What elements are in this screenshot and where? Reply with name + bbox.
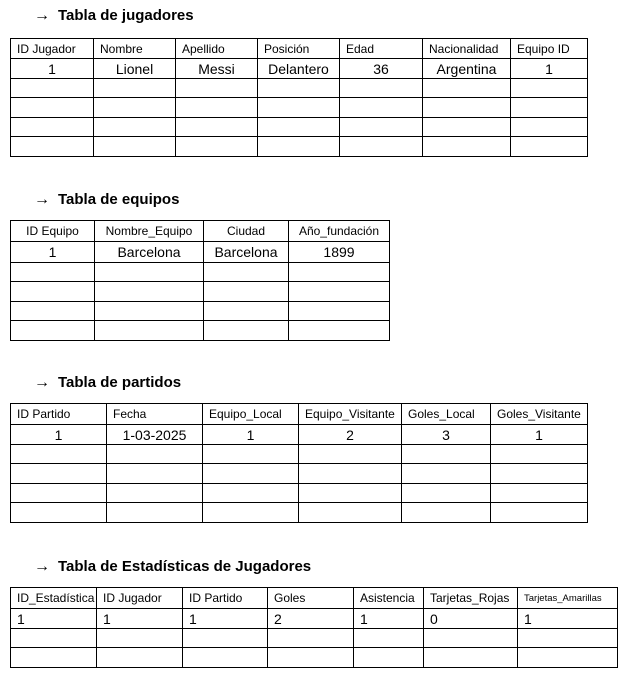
empty-row <box>11 503 588 523</box>
right-arrow-icon: → <box>34 7 50 24</box>
empty-row <box>11 648 618 668</box>
header-row <box>11 39 588 59</box>
table-cell: 1 <box>354 609 424 629</box>
right-arrow-icon: → <box>34 191 50 208</box>
table-row <box>11 609 618 629</box>
header-cell: Ciudad <box>204 221 289 242</box>
empty-row <box>11 263 390 282</box>
table-cell: 1 <box>97 609 183 629</box>
header-cell: Nacionalidad <box>423 39 511 59</box>
empty-row <box>11 302 390 321</box>
empty-row <box>11 445 588 464</box>
header-cell: Goles_Visitante <box>491 404 588 425</box>
header-cell: ID Partido <box>183 588 268 609</box>
header-row <box>11 221 390 242</box>
section-title-text: Tabla de jugadores <box>58 7 194 24</box>
right-arrow-icon: → <box>34 374 50 391</box>
header-cell: Tarjetas_Amarillas <box>518 588 618 609</box>
header-cell: Fecha <box>107 404 203 425</box>
header-cell: Nombre_Equipo <box>95 221 204 242</box>
empty-row <box>11 629 618 648</box>
table-row <box>11 425 588 445</box>
table-cell: 1 <box>183 609 268 629</box>
table-cell: 2 <box>268 609 354 629</box>
table-cell: 1 <box>491 425 588 445</box>
table-row <box>11 59 588 79</box>
table-cell: 1 <box>11 59 94 79</box>
header-row <box>11 588 618 609</box>
jugadores-table <box>10 38 588 157</box>
header-cell: ID Equipo <box>11 221 95 242</box>
table-cell: Delantero <box>258 59 340 79</box>
empty-row <box>11 484 588 503</box>
table-cell: Messi <box>176 59 258 79</box>
header-cell: ID Partido <box>11 404 107 425</box>
section-title-equipos <box>34 191 179 209</box>
header-cell: Goles_Local <box>402 404 491 425</box>
table-cell: 1 <box>203 425 299 445</box>
table-cell: 1 <box>11 609 97 629</box>
right-arrow-icon: → <box>34 558 50 575</box>
header-cell: Asistencia <box>354 588 424 609</box>
header-cell: ID Jugador <box>97 588 183 609</box>
header-cell: Equipo_Local <box>203 404 299 425</box>
table-cell: 1899 <box>289 242 390 263</box>
header-cell: Año_fundación <box>289 221 390 242</box>
section-title-text: Tabla de Estadísticas de Jugadores <box>58 558 312 575</box>
empty-row <box>11 321 390 341</box>
header-row <box>11 404 588 425</box>
section-title-text: Tabla de equipos <box>58 191 180 208</box>
header-cell: Equipo_Visitante <box>299 404 402 425</box>
header-cell: Posición <box>258 39 340 59</box>
empty-row <box>11 282 390 302</box>
header-cell: ID_Estadística <box>11 588 97 609</box>
partidos-table <box>10 403 588 523</box>
header-cell: Nombre <box>94 39 176 59</box>
table-cell: Barcelona <box>204 242 289 263</box>
header-cell: Edad <box>340 39 423 59</box>
section-title-partidos <box>34 374 181 392</box>
section-title-text: Tabla de partidos <box>58 374 182 391</box>
section-title-jugadores <box>34 7 194 25</box>
header-cell: Goles <box>268 588 354 609</box>
table-cell: 3 <box>402 425 491 445</box>
empty-row <box>11 464 588 484</box>
table-cell: Argentina <box>423 59 511 79</box>
header-cell: Tarjetas_Rojas <box>424 588 518 609</box>
table-cell: 36 <box>340 59 423 79</box>
header-cell: ID Jugador <box>11 39 94 59</box>
equipos-table <box>10 220 390 341</box>
header-cell: Apellido <box>176 39 258 59</box>
table-cell: 2 <box>299 425 402 445</box>
empty-row <box>11 98 588 118</box>
table-cell: 0 <box>424 609 518 629</box>
table-cell: Lionel <box>94 59 176 79</box>
table-row <box>11 242 390 263</box>
empty-row <box>11 79 588 98</box>
section-title-estadisticas <box>34 558 311 576</box>
table-cell: 1 <box>11 242 95 263</box>
table-cell: 1-03-2025 <box>107 425 203 445</box>
table-cell: 1 <box>518 609 618 629</box>
empty-row <box>11 118 588 137</box>
empty-row <box>11 137 588 157</box>
estadisticas-table <box>10 587 618 668</box>
header-cell: Equipo ID <box>511 39 588 59</box>
table-cell: Barcelona <box>95 242 204 263</box>
table-cell: 1 <box>11 425 107 445</box>
table-cell: 1 <box>511 59 588 79</box>
